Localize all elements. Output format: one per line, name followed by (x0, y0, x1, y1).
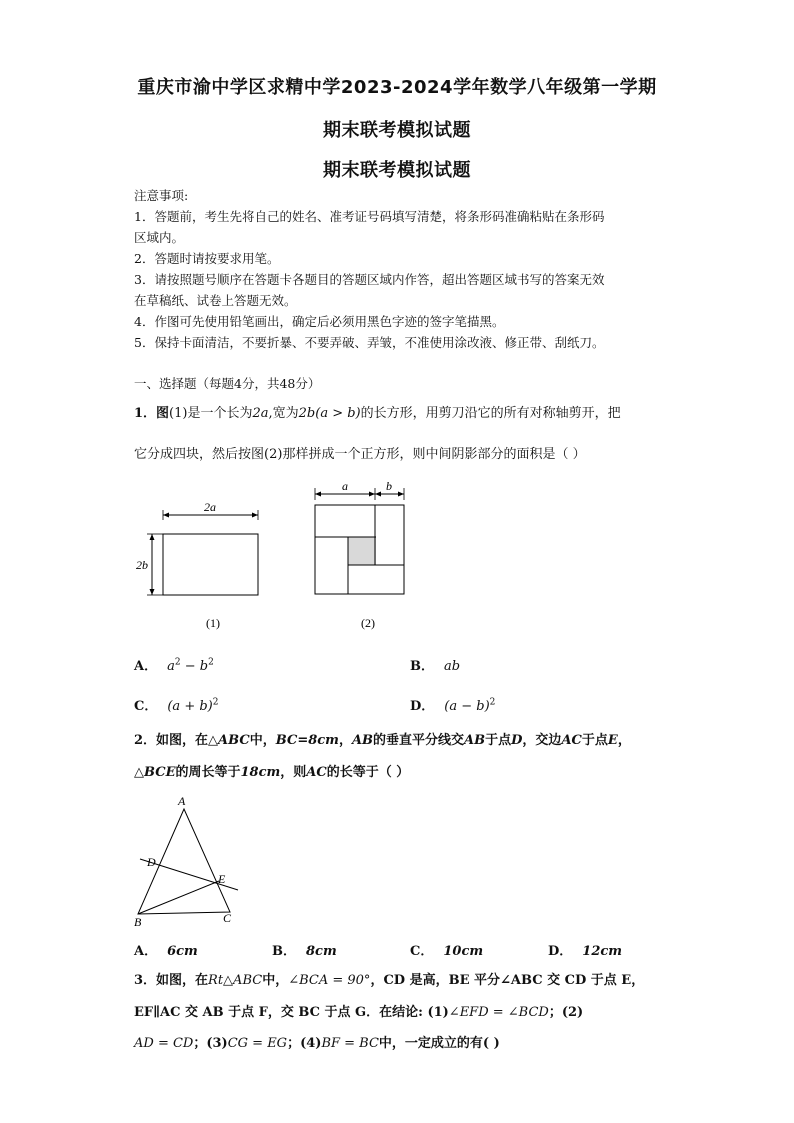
option-value: 12cm (582, 944, 623, 959)
q3-text: 中， (262, 973, 289, 988)
fig1-rectangle (163, 534, 258, 595)
label-c: C (223, 911, 232, 925)
option-value: 8cm (306, 944, 337, 959)
q2-text: 的垂直平分线交 (373, 733, 465, 748)
q1-fig2-ref: (2) (264, 447, 283, 462)
q1-line1 (134, 405, 660, 423)
q3-rt-triangle: Rt△ABC (208, 973, 263, 988)
fig1-arrow-down (150, 589, 155, 595)
label-a: A (178, 794, 186, 808)
exam-title-line2: 期末联考模拟试题 (323, 120, 471, 141)
q2-ac: AC (561, 733, 582, 748)
option-b-value: ab (444, 659, 461, 674)
q3-line2 (134, 1004, 660, 1022)
q2-point-d: D (511, 733, 523, 748)
q1-figure-2 (305, 478, 425, 636)
q3-conclusion-2: AD = CD (134, 1036, 194, 1051)
option-a-minus: − b (180, 659, 209, 674)
q3-angle: ∠BCA = 90° (288, 973, 371, 988)
q3-conclusion-3: CG = EG (227, 1036, 288, 1051)
fig2-arrow (398, 492, 404, 497)
q2-text: ， (617, 733, 631, 748)
q2-text: 于点 (485, 733, 512, 748)
q2-text: 于点 (581, 733, 608, 748)
option-d-value: (a − b) (444, 699, 490, 714)
fig2-arrow (369, 492, 375, 497)
fig1-top-label: 2a (204, 500, 216, 514)
exam-title-line3: 期末联考模拟试题 (323, 160, 471, 181)
q1-condition: (a > b) (315, 406, 361, 421)
section-heading: 一、选择题（每题4分，共48分） (134, 376, 321, 391)
q3-text: ；(2) (548, 1005, 584, 1020)
fig2-arrow (375, 492, 381, 497)
q2-ab: AB (464, 733, 486, 748)
note-5: 5．保持卡面清洁，不要折暴、不要弄破、弄皱，不准使用涂改液、修正带、刮纸刀。 (134, 335, 605, 350)
q2-text: ，则 (280, 765, 307, 780)
q2-line2 (134, 764, 660, 782)
q3-text: ，CD 是高，BE 平分∠ABC 交 CD 于点 E， (370, 973, 645, 988)
q1-width: 2b (298, 406, 316, 421)
q3-line1 (134, 972, 660, 990)
option-c-exp: 2 (212, 697, 219, 708)
q2-option-d[interactable] (548, 940, 622, 959)
option-label: D． (548, 944, 573, 959)
q2-text: = (297, 733, 309, 748)
q1-option-c[interactable] (134, 695, 218, 714)
option-d-exp: 2 (489, 697, 496, 708)
fig1-arrow-left (163, 513, 169, 518)
q2-perimeter: 18cm (240, 765, 281, 780)
q2-ac: AC (306, 765, 327, 780)
note-1-line2: 区域内。 (134, 230, 185, 245)
q2-text: ，交边 (522, 733, 562, 748)
option-label: A． (134, 659, 158, 674)
q1-line2 (134, 446, 660, 464)
fig2-caption: (2) (361, 616, 375, 630)
q2-triangle: △ABC (208, 733, 250, 748)
q3-conclusion-4: BF = BC (321, 1036, 379, 1051)
option-a-exp2: 2 (208, 657, 214, 668)
q2-line1 (134, 732, 660, 750)
note-2: 2．答题时请按要求用笔。 (134, 251, 280, 266)
q3-text: ；(4) (287, 1036, 322, 1051)
q2-triangle-figure (128, 792, 248, 928)
label-e: E (218, 872, 226, 886)
note-4: 4．作图可先使用铅笔画出，确定后必须用黑色字迹的签字笔描黑。 (134, 314, 505, 329)
q2-option-c[interactable] (410, 940, 483, 959)
q2-bc-value: 8cm (308, 733, 339, 748)
exam-title-line1: 重庆市渝中学区求精中学2023-2024学年数学八年级第一学期 (137, 77, 657, 98)
q1-fig1-ref: (1) (169, 406, 188, 421)
q2-triangle-bce: △BCE (134, 765, 176, 780)
option-value: 6cm (167, 944, 198, 959)
q1-text-d: 它分成四块，然后按图 (134, 447, 265, 462)
fig2-shaded-square (348, 537, 376, 565)
q3-text: 中，一定成立的有( ) (378, 1036, 500, 1051)
q3-text: 3．如图，在 (134, 973, 209, 988)
q2-text: 2．如图，在 (134, 733, 209, 748)
q3-text: ；(3) (193, 1036, 228, 1051)
label-b: B (134, 915, 142, 928)
fig1-caption: (1) (206, 616, 220, 630)
fig2-label-a: a (342, 479, 348, 493)
q3-line3 (134, 1035, 660, 1053)
option-label: C． (134, 699, 158, 714)
q2-text: ， (338, 733, 352, 748)
q1-text-c: 的长方形，用剪刀沿它的所有对称轴剪开，把 (360, 406, 621, 421)
q1-figure-1 (130, 496, 280, 636)
option-c-value: (a + b) (167, 699, 213, 714)
q1-option-b[interactable] (410, 655, 460, 674)
q2-option-a[interactable] (134, 940, 198, 959)
option-label: A． (134, 944, 158, 959)
notes-heading: 注意事项: (134, 188, 189, 203)
option-value: 10cm (443, 944, 484, 959)
fig1-arrow-up (150, 534, 155, 540)
option-label: D． (410, 699, 435, 714)
fig2-arrow (315, 492, 321, 497)
fig1-arrow-right (252, 513, 258, 518)
q2-option-b[interactable] (272, 940, 337, 959)
fig1-side-label: 2b (136, 558, 148, 572)
note-3-line2: 在草稿纸、试卷上答题无效。 (134, 293, 297, 308)
q1-number: 1．图 (134, 406, 170, 421)
note-1-line1: 1．答题前，考生先将自己的姓名、准考证号码填写清楚，将条形码准确粘贴在条形码 (134, 209, 605, 224)
q3-conclusion-1: ∠EFD = ∠BCD (448, 1005, 549, 1020)
option-a-exp1: 2 (174, 657, 181, 668)
q2-point-e: E (607, 733, 618, 748)
q3-text: EF∥AC 交 AB 于点 F，交 BC 于点 G．在结论: (1) (134, 1005, 449, 1020)
option-label: C． (410, 944, 434, 959)
q1-text-b: ,宽为 (268, 406, 299, 421)
q1-option-a[interactable] (134, 655, 214, 674)
q1-text-e: 那样拼成一个正方形，则中间阴影部分的面积是（ ） (282, 447, 586, 462)
q2-text: 中， (249, 733, 276, 748)
option-label: B． (272, 944, 296, 959)
q2-ab: AB (351, 733, 374, 748)
option-label: B． (410, 659, 434, 674)
option-a-base: a (167, 659, 175, 674)
q1-option-d[interactable] (410, 695, 495, 714)
q2-bc: BC (275, 733, 298, 748)
label-d: D (147, 855, 156, 869)
q1-text-a: 是一个长为 (187, 406, 253, 421)
q2-text: 的长等于（ ） (326, 765, 410, 780)
q1-length: 2a (252, 406, 269, 421)
note-3-line1: 3．请按照题号顺序在答题卡各题目的答题区域内作答，超出答题区域书写的答案无效 (134, 272, 605, 287)
q2-text: 的周长等于 (175, 765, 241, 780)
fig2-label-b: b (386, 479, 392, 493)
